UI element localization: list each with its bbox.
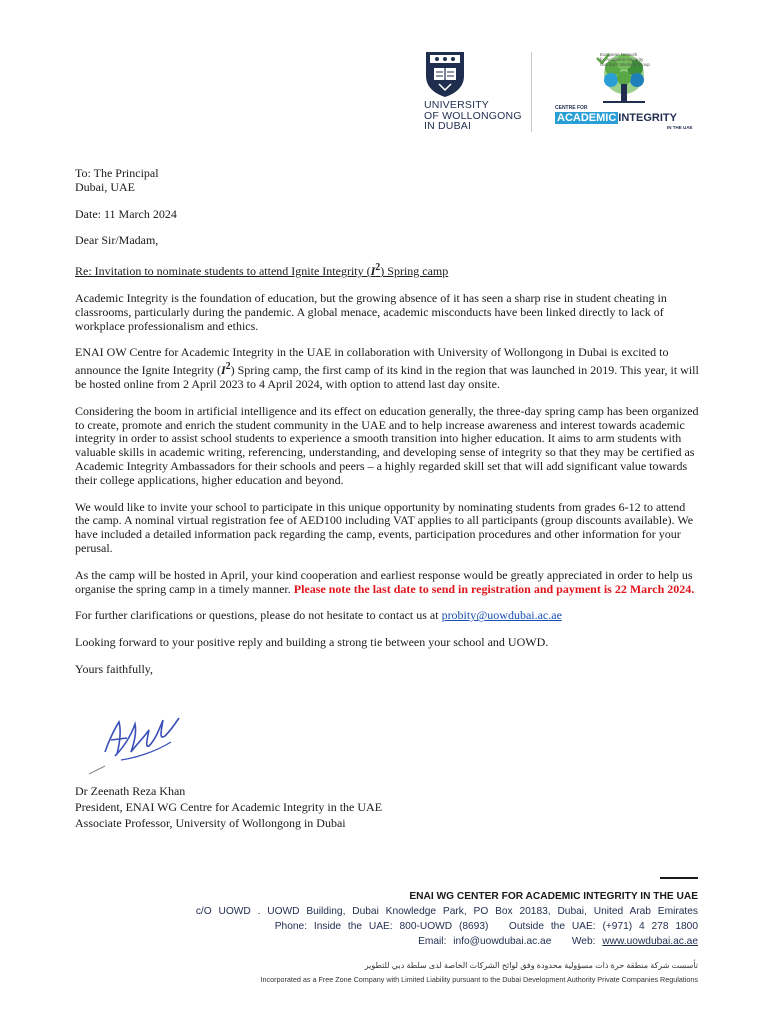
salutation: Dear Sir/Madam,	[75, 233, 159, 248]
centre-for-label: CENTRE FOR	[555, 105, 588, 111]
signer-title-2: Associate Professor, University of Wollongong in Dubai	[75, 816, 346, 830]
academic-word: ACADEMIC	[557, 112, 617, 124]
paragraph-4: We would like to invite your school to participate in this unique opportunity by nominating students from grades 6-12 to attend the camp. A nominal virtual registration fee of AED100 including VAT applies to all participants (group discounts available). We have included a detailed information pack regarding the camp, events, participation procedures and other information for your perusal.	[75, 499, 694, 555]
in-the-uae-label: IN THE UAE	[667, 125, 693, 130]
paragraph-2: ENAI OW Centre for Academic Integrity in the UAE in collaboration with University of Wollongong in Dubai is excited to announce the Ignite Integrity $(I^2)$ Spring camp, the first camp of its kind in the region that was launched in 2019. This year, it will be hosted online from 2 April 2023 to 4 April 2024, with option to attend last day onsite.	[75, 345, 699, 391]
letter-body	[75, 167, 700, 677]
paragraph-5: As the camp will be hosted in April, your kind cooperation and earliest response would be greatly appreciated in order to help us organise the spring camp in a timely manner. Please note the last date to send in registration and payment is 22 March 2024.	[75, 567, 695, 596]
footer-phone: Phone: Inside the UAE: 800-UOWD (8693) Outside the UAE: (+971) 4 278 1800	[274, 921, 698, 932]
signer-name: Dr Zeenath Reza Khan	[75, 784, 186, 798]
deadline-notice: Please note the last date to send in registration and payment is 22 March 2024.	[293, 581, 695, 596]
signer-title-1: President, ENAI WG Centre for Academic Integrity in the UAE	[75, 800, 383, 814]
enai-tagline: European Network for Academic Integrity Outreach Working Group	[600, 52, 650, 67]
academic-integrity-wordmark	[555, 112, 677, 124]
footer-arabic-text: تأسست شركة منطقة حرة ذات مسؤولية محدودة وفق لوائح الشركات الخاصة لدى سلطة دبي للتطوير	[364, 961, 698, 970]
paragraph-7: Looking forward to your positive reply and building a strong tie between your school and UOWD.	[75, 635, 549, 650]
letter-date: Date: 11 March 2024	[75, 206, 177, 221]
footer-title: ENAI WG CENTER FOR ACADEMIC INTEGRITY IN THE UAE	[409, 891, 698, 902]
closing: Yours faithfully,	[75, 661, 154, 676]
subject-line: Re: Invitation to nominate students to attend Ignite Integrity $(I^2)$ Spring camp	[75, 262, 449, 279]
footer-address: c/O UOWD . UOWD Building, Dubai Knowledge Park, PO Box 20183, Dubai, United Arab Emirates	[195, 906, 698, 917]
logo-divider	[531, 52, 532, 132]
contact-email-link[interactable]: probity@uowdubai.ac.ae	[441, 608, 562, 623]
website-link[interactable]: www.uowdubai.ac.ae	[602, 936, 698, 947]
integrity-word: INTEGRITY	[618, 112, 677, 124]
uow-crest-icon	[424, 50, 466, 98]
paragraph-1: Academic Integrity is the foundation of education, but the growing absence of it has seen a sharp rise in student cheating in classrooms, particularly during the pandemic. A global menace, academic misconducts have been linked directly to lack of workplace professionalism and ethics.	[75, 290, 667, 333]
footer-email-web: Email: info@uowdubai.ac.ae Web: www.uowdubai.ac.ae	[418, 936, 698, 947]
footer-rule	[660, 877, 698, 879]
footer	[196, 889, 698, 987]
paragraph-3: Considering the boom in artificial intelligence and its effect on education generally, the three-day spring camp has been organized to create, promote and enrich the student community in the UAE and to help increase awareness and interest towards academic integrity in order to assist school students to experience a smooth transition into higher education. It aims to arm students with valuable skills in academic writing, referencing, understanding, and developing sense of integrity so that they may be certified as Academic Integrity Ambassadors for their schools and peers – a highly regarded skill set that will add significant value towards their college applications, higher education and beyond.	[75, 403, 699, 487]
handwritten-signature	[75, 700, 205, 780]
paragraph-6: For further clarifications or questions, please do not hesitate to contact us at probity@uowdubai.ac.ae	[75, 608, 562, 623]
uow-name: UNIVERSITY OF WOLLONGONG IN DUBAI	[424, 99, 522, 132]
footer-incorporation: Incorporated as a Free Zone Company with Limited Liability pursuant to the Dubai Development Authority Private Companies Regulations	[260, 975, 698, 984]
recipient-location: Dubai, UAE	[75, 179, 135, 194]
recipient-line: To: The Principal	[75, 166, 159, 180]
signature-block	[75, 783, 382, 831]
centre-academic-integrity-logo	[555, 50, 695, 130]
